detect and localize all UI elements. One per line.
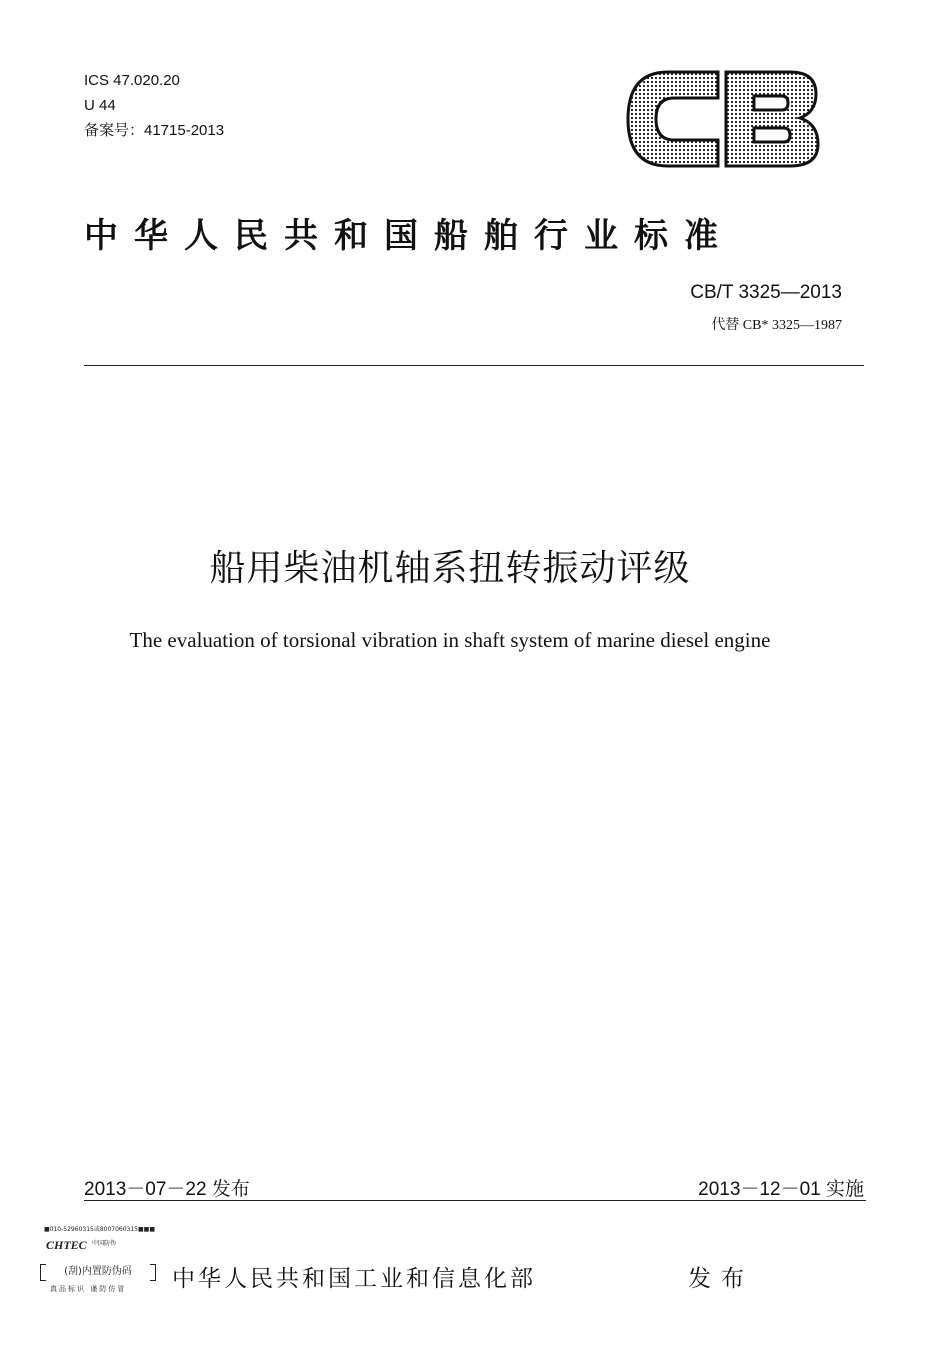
document-metadata xyxy=(84,68,224,143)
implement-date: 2013－12－01 实施 xyxy=(698,1179,864,1200)
anti-counterfeit-stamp xyxy=(38,1224,166,1296)
issue-date: 2013－07－22 发布 xyxy=(84,1179,250,1200)
bottom-divider xyxy=(84,1200,866,1201)
cb-logo xyxy=(622,68,822,170)
stamp-logo: CHTEC xyxy=(46,1238,87,1252)
stamp-scratch-code: (刮)内置防伪码 xyxy=(40,1264,156,1280)
stamp-foot: 真品标识 谨防仿冒 xyxy=(50,1285,127,1293)
replaces-standard: 代替 CB* 3325—1987 xyxy=(711,318,842,333)
ccs-code: U 44 xyxy=(84,97,116,114)
top-divider xyxy=(84,365,864,366)
document-title-en: The evaluation of torsional vibration in shaft system of marine diesel engine xyxy=(129,628,771,652)
record-number: 备案号：41715-2013 xyxy=(84,122,225,139)
cb-logo-icon xyxy=(622,68,822,170)
issuing-ministry: 中华人民共和国工业和信息化部 xyxy=(172,1266,536,1292)
ics-code: ICS 47.020.20 xyxy=(84,72,180,89)
standard-number: CB/T 3325—2013 xyxy=(690,282,842,303)
stamp-hotline: ■010-52960315或8007060315■■■ xyxy=(44,1226,156,1233)
document-title-zh: 船用柴油机轴系扭转振动评级 xyxy=(209,548,691,589)
publish-label: 发布 xyxy=(688,1266,754,1292)
org-title: 中华人民共和国船舶行业标准 xyxy=(84,216,734,256)
stamp-logo-sub: 中国防伪 xyxy=(92,1240,117,1247)
